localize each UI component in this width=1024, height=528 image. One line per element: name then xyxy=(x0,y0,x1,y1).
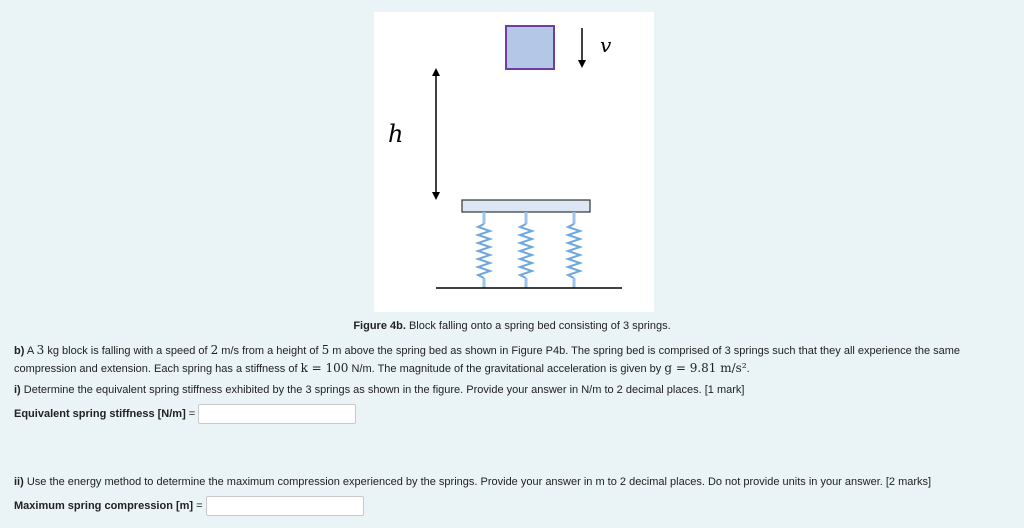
velocity-label: v xyxy=(600,33,612,57)
question-ii: ii) Use the energy method to determine the maximum compression experienced by the springs. Provide your answer in m to 2 decimal places. Do not provide units in your answer. [2 marks] xyxy=(14,476,932,488)
equivalent-stiffness-label: Equivalent spring stiffness [N/m] xyxy=(14,408,186,420)
spring-1 xyxy=(478,212,490,288)
max-compression-row: Maximum spring compression [m] = xyxy=(14,496,364,516)
figure-4b xyxy=(374,12,654,312)
max-compression-label: Maximum spring compression [m] xyxy=(14,500,194,512)
equivalent-stiffness-input[interactable] xyxy=(198,404,356,424)
problem-statement: b) A 3 kg block is falling with a speed of 2 m/s from a height of 5 m above the spring bed as shown in Figure P4b. The spring bed is comprised of 3 springs such that they all experience the same compression and extension. Each spring has a stiffness of k = 100 N/m. The magnitude of the gravitational acceleration is given by g = 9.81 m/s². xyxy=(14,343,961,375)
equivalent-stiffness-row: Equivalent spring stiffness [N/m] = xyxy=(14,404,356,424)
falling-block xyxy=(506,26,554,69)
spring-2 xyxy=(520,212,532,288)
figure-caption: Figure 4b. Block falling onto a spring bed consisting of 3 springs. xyxy=(353,320,671,332)
question-i: i) Determine the equivalent spring stiffness exhibited by the 3 springs as shown in the figure. Provide your answer in N/m to 2 decimal places. [1 mark] xyxy=(14,384,745,396)
figure-diagram xyxy=(374,12,654,312)
spring-bed-plate xyxy=(462,200,590,212)
max-compression-input[interactable] xyxy=(206,496,364,516)
spring-3 xyxy=(568,212,580,288)
height-label: h xyxy=(388,120,404,148)
